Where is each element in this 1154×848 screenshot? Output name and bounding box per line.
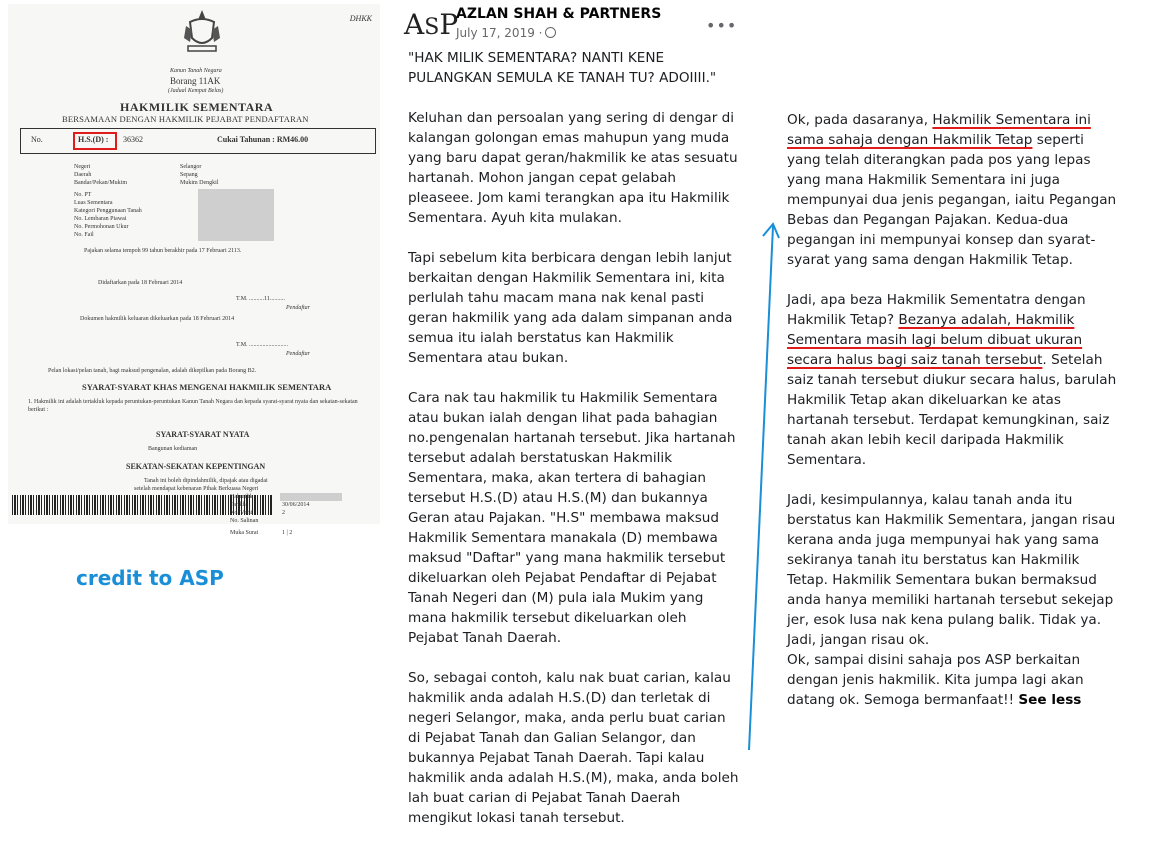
redacted-area [280,493,342,501]
land-title-document-image [8,4,380,524]
page-name-link[interactable]: AZLAN SHAH & PARTNERS [456,6,662,22]
post-paragraph: Jadi, kesimpulannya, kalau tanah anda itu berstatus kan Hakmilik Sementara, jangan risau kerana anda juga mempunyai hak yang sama sekiranya tanah itu berstatus kan Hakmilik Tetap. Hakmilik Sementara bukan bermaksud anda hanya memiliki hartanah tersebut sekejap jer, esok lusa nak kena pulang balik. Tidak ya. Jadi, jangan risau ok. [787,492,1116,648]
pendaftar-label: Pendaftar [286,305,310,311]
express-conditions-title: SYARAT-SYARAT NYATA [156,430,250,439]
hs-number: 36362 [123,135,143,144]
post-text-column-1 [408,48,740,848]
post-paragraph: So, sebagai contoh, kalu nak buat carian, kalau hakmilik anda adalah H.S.(D) dan terletak di negeri Selangor, maka, anda perlu buat carian di Pejabat Tanah dan Galian Selangor, dan bukannya Pejabat Tanah Daerah. Tapi kalau hakmilik anda adalah H.S.(M), maka, anda boleh lah buat carian di Pejabat Tanah Daerah mengikut lokasi tanah tersebut. [408,670,739,826]
text-run: Ok, pada dasaranya, [787,112,933,128]
post-paragraph: Tapi sebelum kita berbicara dengan lebih lanjut berkaitan dengan Hakmilik Sementara ini, kita perlulah tahu macam mana nak kenal pasti geran hakmilik yang ada dalam simpanan anda semua itu ialah berstatus kan Hakmilik Sementara atau bukan. [408,250,733,366]
express-conditions-text: Bangunan kediaman [148,446,198,452]
field-label: Bandar/Pekan/Mukim [74,180,127,186]
restrictions-text-1: Tanah ini boleh dipindahmilik, dipajak atau digadai [144,478,268,484]
special-conditions-text: 1. Hakmilik ini adalah tertakluk kepada peruntukan-peruntukan Kanun Tanah Negara dan kepada syarat-syarat nyata dan sekatan-sekatan berikut : [28,399,358,413]
credit-caption: credit to ASP [76,566,224,590]
see-less-link[interactable]: See less [1018,692,1082,708]
pendaftar2-label: Pendaftar [286,351,310,357]
annotation-arrow [735,220,795,755]
text-run: seperti yang telah diterangkan pada pos yang lepas yang mana Hakmilik Sementara ini juga mempunyai dua jenis pegangan, iaitu Pegangan Bebas dan Pegangan Pajakan. Kedua-dua pegangan ini mempunyai konsep dan syarat-syarat yang sama dengan Hakmilik Tetap. [787,132,1117,268]
restrictions-title: SEKATAN-SEKATAN KEPENTINGAN [126,462,266,471]
tm2-line: T.M. .......................... [236,342,289,348]
registered-date: Didaftarkan pada 18 Februari 2014 [98,280,183,286]
field-label: No. PT [74,192,92,198]
title-number-row [20,128,376,154]
field-label: Negeri [74,164,91,170]
post-date-text: July 17, 2019 · [456,26,543,40]
form-name: Borang 11AK [170,76,221,86]
footer-value: 2 [282,510,285,516]
office-line: Kanun Tanah Negara [170,68,222,74]
underlined-text: Bezanya adalah, Hakmilik Sementara masih lagi belum dibuat ukuran secara halus bagi saiz tanah tersebut [787,312,1083,368]
hs-label: H.S.(D) : [78,135,109,144]
post-paragraph [787,650,1117,710]
footer-value: 1 | 2 [282,530,293,536]
no-label: No. [31,135,43,144]
field-label: Kategori Penggunaan Tanah [74,208,142,214]
field-value: Selangor [180,164,202,170]
field-label: No. Permohonan Ukur [74,224,129,230]
footer-label: No. Salinan [230,518,259,524]
redacted-area [198,189,274,241]
lease-line: Pajakan selama tempoh 99 tahun berakhir pada 17 Februari 2113. [84,248,242,254]
special-conditions-title: SYARAT-SYARAT KHAS MENGENAI HAKMILIK SEMENTARA [82,382,332,392]
text-run: . Setelah saiz tanah tersebut diukur secara halus, barulah Hakmilik Tetap akan dikeluarkan ke atas hartanah tersebut. Terdapat kemungkinan, saiz tanah akan lebih kecil daripada Hakmilik Sementara. [787,352,1117,468]
field-label: No. Lembaran Piawai [74,216,127,222]
field-label: No. Fail [74,232,94,238]
issued-date: Dokumen hakmilik keluaran dikeluarkan pada 18 Februari 2014 [80,316,235,322]
post-paragraph [787,290,1117,470]
annual-tax: Cukai Tahunan : RM46.00 [217,135,309,144]
field-value: Mukim Dengkil [180,180,219,186]
post-paragraph: Keluhan dan persoalan yang sering di dengar di kalangan golongan emas mahupun yang muda yang baru dapat geran/hakmilik ke atas sesuatu hartanah. Mohon jangan cepat gelabah pleaseee. Jom kami terangkan apa itu Hakmilik Sementara. Ayuh kita mulakan. [408,110,738,226]
form-sub: (Jadual Kempat Belas) [168,88,224,94]
more-options-icon[interactable]: ••• [706,16,738,35]
footer-label: Tarikh [230,502,246,508]
post-text-column-2 [787,110,1117,710]
footer-label: No. Versi [230,510,253,516]
globe-icon [545,27,556,38]
plan-note: Pelan lokasi/pelan tanah, bagi maksud pengenalan, adalah dikepilkan pada Borang B2. [48,368,257,374]
tm-line: T.M. ..........11.......... [236,296,285,302]
document-code: DHKK [349,14,372,23]
document-title: HAKMILIK SEMENTARA [120,100,274,114]
coat-of-arms-icon [180,8,224,56]
page-logo[interactable]: ASP [404,8,459,41]
post-paragraph: "HAK MILIK SEMENTARA? NANTI KENE PULANGKAN SEMULA KE TANAH TU? ADOIIII." [408,50,717,86]
post-paragraph [787,110,1117,270]
footer-label: Muka Surat [230,530,259,536]
underlined-text: Hakmilik Sementara ini sama sahaja dengan Hakmilik Tetap [787,112,1091,148]
post-header [404,2,744,46]
footer-value: 30/06/2014 [282,502,310,508]
document-subtitle: BERSAMAAN DENGAN HAKMILIK PEJABAT PENDAFTARAN [62,114,309,124]
field-value: Sepang [180,172,198,178]
text-run: Ok, sampai disini sahaja pos ASP berkaitan dengan jenis hakmilik. Kita jumpa lagi akan datang ok. Semoga bermanfaat!! [787,652,1084,708]
text-run: Jadi, apa beza Hakmilik Sementatra dengan Hakmilik Tetap? [787,292,1086,328]
post-paragraph: Cara nak tau hakmilik tu Hakmilik Sementara atau bukan ialah dengan lihat pada bahagian no.pengenalan hartanah tersebut. Jika hartanah tersebut adalah berstatuskan Hakmilik Sementara, maka, akan tertera di bahagian tersebut H.S.(D) atau H.S.(M) dan bukannya Geran atau Pajakan. "H.S" membawa maksud Hakmilik Sementara manakala (D) membawa maksud "Daftar" yang mana hakmilik tersebut dikeluarkan oleh Pejabat Pendaftar di Pejabat Tanah Negeri dan (M) pula iala Mukim yang mana hakmilik tersebut dikeluarkan oleh Pejabat Tanah Daerah. [408,390,736,646]
post-date[interactable] [456,26,556,40]
footer-label: Hakmilik [230,494,253,500]
field-label: Luas Sementara [74,200,113,206]
field-label: Daerah [74,172,92,178]
restrictions-text-2: setelah mendapat kebenaran Pihak Berkuasa Negeri [134,486,259,492]
